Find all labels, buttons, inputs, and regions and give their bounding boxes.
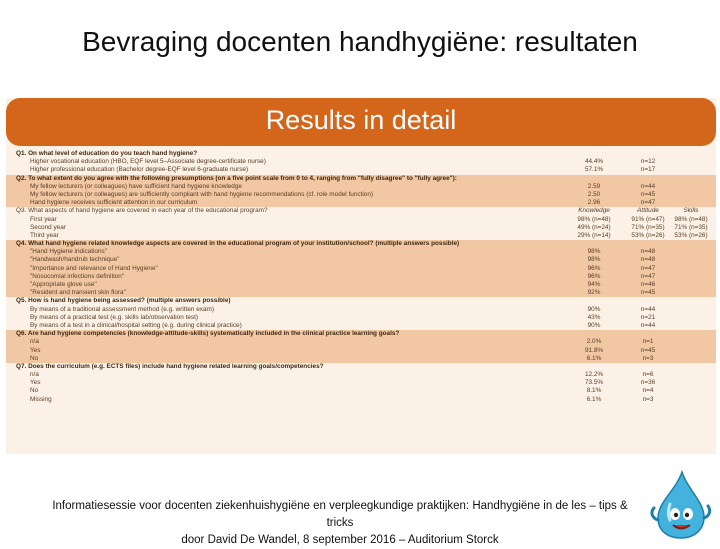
row-label: "Nosocomial infections definition" bbox=[30, 272, 125, 280]
footer-line-1: Informatiesessie voor docenten ziekenhuishygiëne en verpleegkundige praktijken: Handhygiëne in de les – tips & tricks bbox=[52, 500, 628, 529]
table-row bbox=[6, 158, 716, 166]
table-row bbox=[6, 273, 716, 281]
row-label: My fellow lecturers (or colleagues) are sufficiently compliant with hand hygiene recommendations (cf. role model function) bbox=[30, 190, 374, 198]
table-row bbox=[6, 224, 716, 232]
question-row bbox=[6, 175, 716, 183]
table-row bbox=[6, 355, 716, 363]
table-row bbox=[6, 183, 716, 191]
table-row bbox=[6, 314, 716, 322]
row-label: "Importance and relevance of Hand Hygiene" bbox=[30, 264, 158, 272]
table-row bbox=[6, 166, 716, 174]
row-label: Q3. What aspects of hand hygiene are covered in each year of the educational program? bbox=[16, 207, 268, 215]
row-label: First year bbox=[30, 215, 57, 223]
row-value-1: 2.50 bbox=[587, 190, 601, 198]
water-drop-mascot-icon bbox=[648, 468, 712, 540]
row-label: Q1. On what level of education do you teach hand hygiene? bbox=[16, 150, 198, 157]
row-value-2: n=45 bbox=[640, 190, 656, 198]
row-value-2: n=3 bbox=[642, 354, 654, 362]
row-label: Hand hygiene receives sufficient attention in our curriculum bbox=[30, 199, 198, 207]
row-label: By means of a practical test (e.g. skills lab/observation test) bbox=[30, 313, 199, 321]
row-value-2: n=12 bbox=[640, 158, 656, 166]
row-value-1: 6.1% bbox=[586, 395, 602, 403]
row-value-2: n=44 bbox=[640, 321, 656, 329]
row-value-2: n=21 bbox=[640, 313, 656, 321]
row-value-1: 96% bbox=[587, 264, 601, 272]
row-label: My fellow lecturers (or colleagues) have sufficient hand hygiene knowledge bbox=[30, 182, 242, 190]
row-value-2: n=45 bbox=[640, 346, 656, 354]
row-value-1: 73.5% bbox=[584, 379, 604, 387]
row-label: Q6. Are hand hygiene competencies (knowledge-attitude-skills) systematically included in the clinical practice learning goals? bbox=[16, 330, 400, 338]
row-label: No bbox=[30, 354, 39, 362]
results-panel bbox=[6, 98, 716, 454]
table-row bbox=[6, 191, 716, 199]
results-table bbox=[6, 150, 716, 404]
row-value-1: 96% bbox=[587, 272, 601, 280]
row-value-1: 2.59 bbox=[587, 182, 601, 190]
table-row bbox=[6, 338, 716, 346]
row-value-3: 71% (n=35) bbox=[674, 223, 708, 231]
row-label: "Resident and transient skin flora" bbox=[30, 289, 126, 297]
row-label: By means of a traditional assessment method (e.g. written exam) bbox=[30, 305, 214, 313]
table-row bbox=[6, 396, 716, 404]
row-label: Third year bbox=[30, 231, 59, 239]
footer-line-2: door David De Wandel, 8 september 2016 – Auditorium Storck bbox=[181, 534, 499, 546]
row-label: Q4. What hand hygiene related knowledge aspects are covered in the educational program of your institution/school? (multiple answers possible) bbox=[16, 240, 460, 248]
row-label: Q5. How is hand hygiene being assessed? (multiple answers possible) bbox=[16, 297, 231, 305]
question-row bbox=[6, 150, 716, 158]
row-value-2: n=48 bbox=[640, 256, 656, 264]
row-label: n/a bbox=[30, 371, 39, 379]
row-value-2: n=46 bbox=[640, 281, 656, 288]
row-value-1: 6.1% bbox=[586, 354, 602, 362]
row-value-1: 8.1% bbox=[586, 387, 602, 395]
table-row bbox=[6, 207, 716, 215]
row-value-3: 98% (n=48) bbox=[674, 215, 708, 223]
row-label: "Hand Hygiene indications" bbox=[30, 248, 108, 256]
row-label: "Appropriate glove use" bbox=[30, 281, 97, 288]
table-row bbox=[6, 281, 716, 289]
row-label: n/a bbox=[30, 338, 39, 346]
row-label: Second year bbox=[30, 223, 66, 231]
row-label: Yes bbox=[30, 379, 41, 387]
row-label: "Handwash/handrub technique" bbox=[30, 256, 120, 264]
row-value-1: 2.96 bbox=[587, 199, 601, 207]
question-row bbox=[6, 330, 716, 338]
row-value-3: Skills bbox=[683, 207, 699, 215]
row-value-2: 53% (n=26) bbox=[631, 231, 665, 239]
row-value-2: n=44 bbox=[640, 182, 656, 190]
row-value-2: n=48 bbox=[640, 248, 656, 256]
row-value-2: 71% (n=35) bbox=[631, 223, 665, 231]
table-row bbox=[6, 199, 716, 207]
row-value-1: 98% bbox=[587, 256, 601, 264]
question-row bbox=[6, 240, 716, 248]
row-value-1: 90% bbox=[587, 321, 601, 329]
question-row bbox=[6, 297, 716, 305]
row-value-1: Knowledge bbox=[578, 207, 610, 215]
table-row bbox=[6, 256, 716, 264]
row-label: Higher vocational education (HBO, EQF level 5–Associate degree-certificate nurse) bbox=[30, 158, 266, 166]
row-value-1: 44.4% bbox=[584, 158, 604, 166]
row-value-2: 91% (n=47) bbox=[631, 215, 665, 223]
row-value-2: n=6 bbox=[642, 371, 654, 379]
footer bbox=[40, 498, 640, 549]
row-label: Higher professional education (Bachelor degree-EQF level 6-graduate nurse) bbox=[30, 166, 249, 174]
row-value-2: Attitude bbox=[637, 207, 659, 215]
table-row bbox=[6, 347, 716, 355]
results-header-title: Results in detail bbox=[265, 105, 457, 135]
row-value-3: 53% (n=26) bbox=[674, 231, 708, 239]
row-value-1: 57.1% bbox=[584, 166, 604, 174]
table-row bbox=[6, 216, 716, 224]
row-value-2: n=45 bbox=[640, 289, 656, 297]
slide-title: Bevraging docenten handhygiëne: resultaten bbox=[82, 26, 638, 57]
row-label: Q7. Does the curriculum (e.g. ECTS files) include hand hygiene related learning goals/competencies? bbox=[16, 362, 324, 370]
table-row bbox=[6, 322, 716, 330]
row-value-1: 92% bbox=[587, 289, 601, 297]
row-value-1: 94% bbox=[587, 281, 601, 288]
row-value-2: n=3 bbox=[642, 395, 654, 403]
row-value-1: 43% bbox=[587, 313, 601, 321]
row-value-1: 2.0% bbox=[586, 338, 602, 346]
row-value-2: n=47 bbox=[640, 199, 656, 207]
row-label: Q2. To what extent do you agree with the following presumptions (on a five point scale from 0 to 4, ranging from "fully disagree" to "fully agree"): bbox=[16, 174, 457, 182]
row-value-2: n=4 bbox=[642, 387, 654, 395]
row-value-1: 12.2% bbox=[584, 371, 604, 379]
table-row bbox=[6, 289, 716, 297]
results-header bbox=[6, 98, 716, 146]
row-label: By means of a test in a clinical/hospital setting (e.g. during clinical practice) bbox=[30, 321, 242, 329]
row-value-2: n=47 bbox=[640, 264, 656, 272]
table-row bbox=[6, 371, 716, 379]
row-label: Yes bbox=[30, 346, 41, 354]
table-row bbox=[6, 387, 716, 395]
row-value-1: 29% (n=14) bbox=[577, 231, 611, 239]
table-row bbox=[6, 379, 716, 387]
row-value-2: n=17 bbox=[640, 166, 656, 174]
table-row bbox=[6, 265, 716, 273]
row-label: No bbox=[30, 387, 39, 395]
table-row bbox=[6, 232, 716, 240]
row-value-2: n=44 bbox=[640, 305, 656, 313]
row-label: Missing bbox=[30, 395, 52, 403]
question-row bbox=[6, 363, 716, 371]
row-value-2: n=47 bbox=[640, 272, 656, 280]
row-value-1: 98% bbox=[587, 248, 601, 256]
row-value-1: 49% (n=24) bbox=[577, 223, 611, 231]
table-row bbox=[6, 248, 716, 256]
row-value-1: 90% bbox=[587, 305, 601, 313]
row-value-1: 98% (n=48) bbox=[577, 215, 611, 223]
row-value-1: 91.8% bbox=[584, 346, 604, 354]
row-value-2: n=36 bbox=[640, 379, 656, 387]
table-row bbox=[6, 306, 716, 314]
row-value-2: n=1 bbox=[642, 338, 654, 346]
